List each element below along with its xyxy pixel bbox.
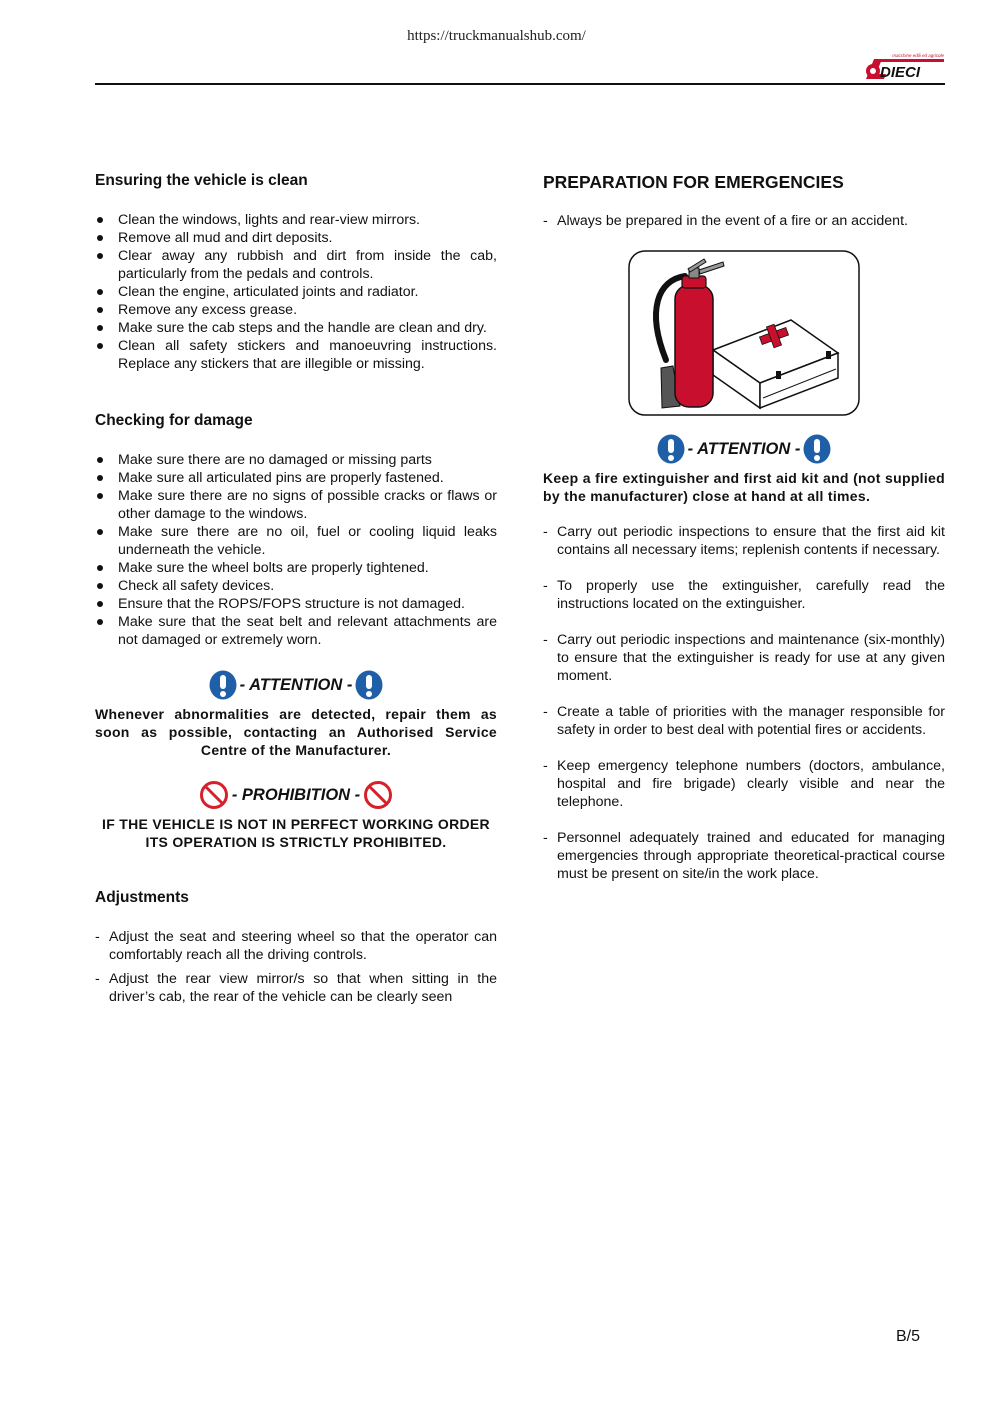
list-item: Clean all safety stickers and manoeuvring instructions. Replace any stickers that are illegible or missing. [95, 337, 497, 373]
attention-heading [543, 433, 945, 465]
list-item: - Create a table of priorities with the manager responsible for safety in order to best deal with potential fires or accidents. [543, 703, 945, 739]
list-item: Make sure there are no damaged or missing parts [95, 451, 497, 469]
list-item: Make sure that the seat belt and relevant attachments are not damaged or extremely worn. [95, 613, 497, 649]
list-item: - Personnel adequately trained and educated for managing emergencies through appropriate theoretical-practical course must be present on site/in the work place. [543, 829, 945, 883]
list-item: Make sure the cab steps and the handle are clean and dry. [95, 319, 497, 337]
adjustments-list [95, 928, 497, 1006]
prohibition-label: - PROHIBITION - [231, 785, 361, 804]
list-item: Check all safety devices. [95, 577, 497, 595]
attention-text: Keep a fire extinguisher and first aid kit and (not supplied by the manufacturer) close at hand at all times. [543, 470, 945, 504]
attention-icon [209, 670, 237, 700]
prohibition-icon [199, 780, 229, 810]
list-item: Make sure all articulated pins are properly fastened. [95, 469, 497, 487]
page-number: B/5 [896, 1328, 921, 1345]
dieci-logo [864, 50, 946, 80]
attention-icon [657, 434, 685, 464]
list-item: - Adjust the rear view mirror/s so that when sitting in the driver’s cab, the rear of the vehicle can be clearly seen [95, 970, 497, 1006]
list-item: Make sure there are no signs of possible cracks or flaws or other damage to the windows. [95, 487, 497, 523]
fire-extinguisher-first-aid-illustration [628, 250, 860, 416]
left-column [95, 170, 497, 1012]
list-item: Make sure the wheel bolts are properly tightened. [95, 559, 497, 577]
attention-icon [803, 434, 831, 464]
attention-text: Whenever abnormalities are detected, repair them as soon as possible, contacting an Authorised Service Centre of the Manufacturer. [95, 706, 497, 758]
damage-title: Checking for damage [95, 412, 253, 429]
damage-list [95, 451, 497, 649]
clean-title: Ensuring the vehicle is clean [95, 172, 308, 189]
emergency-list [543, 523, 945, 883]
attention-icon [355, 670, 383, 700]
list-item: - Carry out periodic inspections to ensure that the first aid kit contains all necessary items; replenish contents if necessary. [543, 523, 945, 559]
list-item: Clean the engine, articulated joints and radiator. [95, 283, 497, 301]
clean-list [95, 211, 497, 373]
emergencies-title: PREPARATION FOR EMERGENCIES [543, 172, 844, 192]
logo-text: DIECI [880, 64, 921, 80]
header-rule [95, 83, 945, 85]
list-item: Remove all mud and dirt deposits. [95, 229, 497, 247]
list-item: - Adjust the seat and steering wheel so that the operator can comfortably reach all the driving controls. [95, 928, 497, 964]
attention-label: - ATTENTION - [687, 439, 801, 458]
list-item: - To properly use the extinguisher, carefully read the instructions located on the extinguisher. [543, 577, 945, 613]
extinguisher-body [675, 285, 713, 407]
list-item: - Keep emergency telephone numbers (doctors, ambulance, hospital and fire brigade) clearly visible and near the telephone. [543, 757, 945, 811]
attention-label: - ATTENTION - [239, 675, 353, 694]
list-item: Clean the windows, lights and rear-view mirrors. [95, 211, 497, 229]
list-item: - Always be prepared in the event of a fire or an accident. [543, 212, 945, 230]
prohibition-text: IF THE VEHICLE IS NOT IN PERFECT WORKING ORDER ITS OPERATION IS STRICTLY PROHIBITED. [102, 816, 490, 850]
adjustments-title: Adjustments [95, 889, 189, 906]
logo-tagline: macchine edili ed agricole [892, 53, 944, 58]
list-item: Ensure that the ROPS/FOPS structure is not damaged. [95, 595, 497, 613]
intro-list [543, 212, 945, 230]
attention-heading [95, 669, 497, 701]
right-column [543, 170, 945, 901]
prohibition-heading [95, 779, 497, 811]
list-item: Make sure there are no oil, fuel or cooling liquid leaks underneath the vehicle. [95, 523, 497, 559]
list-item: Clear away any rubbish and dirt from inside the cab, particularly from the pedals and controls. [95, 247, 497, 283]
list-item: Remove any excess grease. [95, 301, 497, 319]
source-url[interactable]: https://truckmanualshub.com/ [407, 28, 586, 44]
prohibition-icon [363, 780, 393, 810]
list-item: - Carry out periodic inspections and maintenance (six-monthly) to ensure that the extinguisher is ready for use at any given moment. [543, 631, 945, 685]
